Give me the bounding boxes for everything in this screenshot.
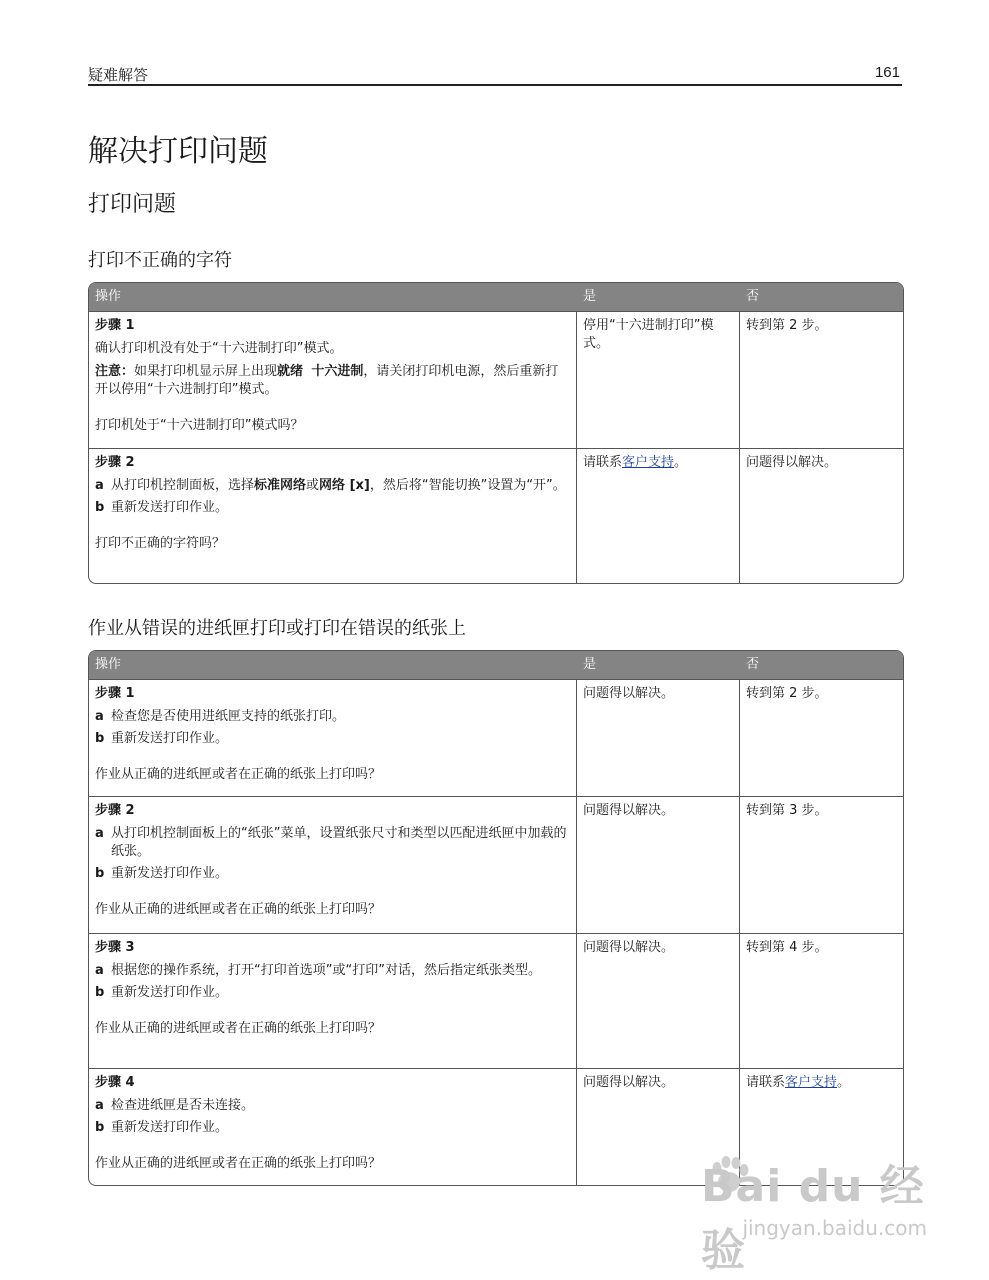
watermark-url: jingyan.baidu.com	[742, 1216, 927, 1240]
customer-support-link[interactable]: 客户支持	[785, 1075, 838, 1090]
table-row	[89, 311, 903, 448]
col-yes: 是	[583, 289, 597, 304]
note-label: 注意：	[95, 364, 135, 379]
step-question: 作业从正确的进纸匣或者在正确的纸张上打印吗？	[95, 1156, 382, 1171]
no-cell: 请联系客户支持。	[746, 1075, 851, 1090]
yes-cell: 问题得以解决。	[577, 1069, 740, 1185]
section-name: 疑难解答	[88, 66, 149, 84]
substep-b: b 重新发送打印作业。	[95, 500, 229, 515]
table-wrong-tray	[88, 650, 904, 1186]
substep-b: b 重新发送打印作业。	[95, 731, 229, 746]
section2-heading: 作业从错误的进纸匣打印或打印在错误的纸张上	[88, 618, 466, 639]
no-cell: 转到第 4 步。	[746, 940, 828, 955]
yes-cell: 停用“十六进制打印”模式。	[577, 312, 740, 448]
table-row	[89, 796, 903, 933]
page-subtitle: 打印问题	[88, 192, 177, 217]
substep-a: a 检查您是否使用进纸匣支持的纸张打印。	[95, 709, 346, 724]
yes-cell: 问题得以解决。	[577, 934, 740, 1068]
watermark-brand: Bai du 经验	[701, 1161, 925, 1276]
step-title: 步骤 1	[95, 686, 135, 701]
no-cell: 问题得以解决。	[746, 455, 838, 470]
substep-a: a 根据您的操作系统，打开“打印首选项”或“打印”对话，然后指定纸张类型。	[95, 963, 541, 978]
step-question: 作业从正确的进纸匣或者在正确的纸张上打印吗？	[95, 902, 382, 917]
col-no: 否	[746, 289, 760, 304]
col-yes: 是	[583, 657, 597, 672]
step-note: 注意：如果打印机显示屏上出现就绪 十六进制，请关闭打印机电源，然后重新打开以停用“十六进制打印”模式。	[95, 364, 559, 397]
section1-heading: 打印不正确的字符	[88, 250, 232, 271]
substep-a: a 检查进纸匣是否未连接。	[95, 1098, 255, 1113]
table-header	[89, 283, 903, 311]
step-title: 步骤 1	[95, 318, 135, 333]
substep-a: a 从打印机控制面板，选择标准网络或网络 [x]，然后将“智能切换”设置为“开”。	[95, 478, 566, 493]
no-cell: 转到第 2 步。	[746, 686, 828, 701]
substep-b: b 重新发送打印作业。	[95, 866, 229, 881]
yes-cell: 问题得以解决。	[577, 680, 740, 796]
step-title: 步骤 2	[95, 803, 135, 818]
table-incorrect-characters	[88, 282, 904, 584]
step-question: 打印机处于“十六进制打印”模式吗？	[95, 418, 304, 433]
action-cell	[89, 449, 577, 583]
table-row	[89, 933, 903, 1068]
no-cell: 转到第 2 步。	[746, 318, 828, 333]
no-cell: 转到第 3 步。	[746, 803, 828, 818]
col-action: 操作	[95, 289, 122, 304]
action-cell	[89, 680, 577, 796]
col-action: 操作	[95, 657, 122, 672]
action-cell	[89, 312, 577, 448]
step-title: 步骤 3	[95, 940, 135, 955]
page-title: 解决打印问题	[88, 134, 268, 169]
table-header	[89, 651, 903, 679]
action-cell	[89, 1069, 577, 1185]
page	[88, 58, 902, 1186]
step-question: 作业从正确的进纸匣或者在正确的纸张上打印吗？	[95, 1021, 382, 1036]
step-title: 步骤 4	[95, 1075, 135, 1090]
running-header	[88, 58, 902, 86]
step-text: 确认打印机没有处于“十六进制打印”模式。	[95, 341, 343, 356]
action-cell	[89, 797, 577, 933]
table-row	[89, 679, 903, 796]
action-cell	[89, 934, 577, 1068]
watermark	[701, 1150, 941, 1276]
col-no: 否	[746, 657, 760, 672]
substep-b: b 重新发送打印作业。	[95, 1120, 229, 1135]
yes-cell: 问题得以解决。	[577, 797, 740, 933]
customer-support-link[interactable]: 客户支持	[622, 455, 675, 470]
step-question: 作业从正确的进纸匣或者在正确的纸张上打印吗？	[95, 767, 382, 782]
table-row	[89, 448, 903, 583]
page-number: 161	[874, 64, 900, 81]
step-question: 打印不正确的字符吗？	[95, 536, 226, 551]
substep-b: b 重新发送打印作业。	[95, 985, 229, 1000]
yes-cell: 请联系客户支持。	[577, 449, 740, 583]
step-title: 步骤 2	[95, 455, 135, 470]
substep-a: a 从打印机控制面板上的“纸张”菜单，设置纸张尺寸和类型以匹配进纸匣中加载的纸张。	[95, 826, 567, 859]
